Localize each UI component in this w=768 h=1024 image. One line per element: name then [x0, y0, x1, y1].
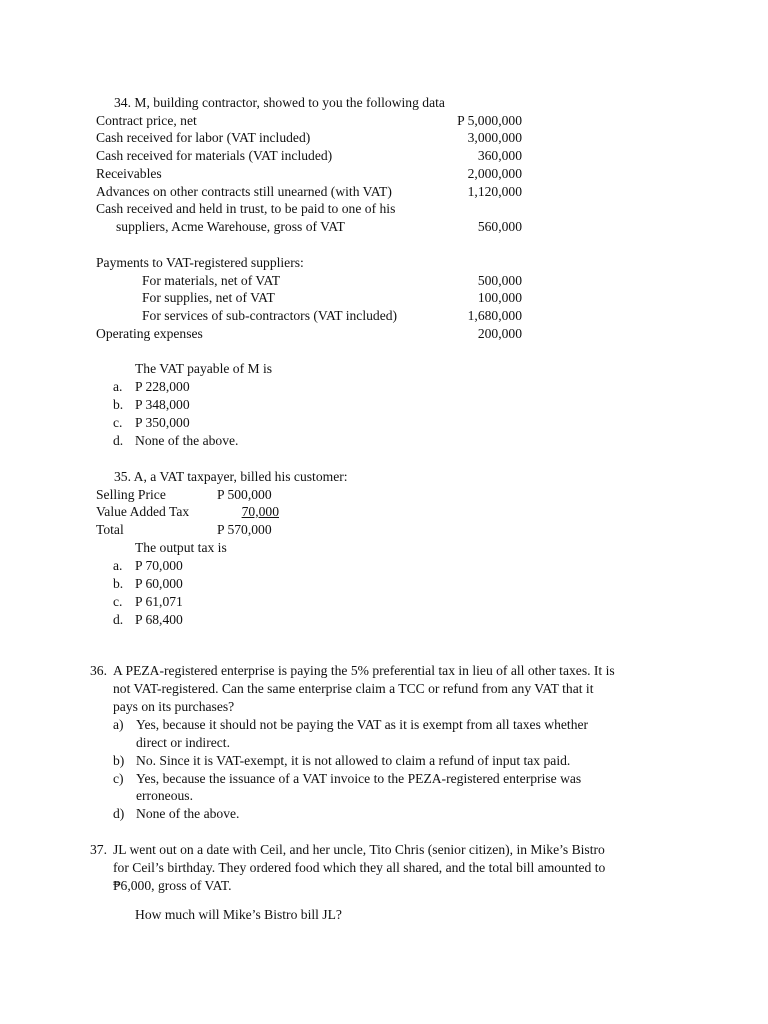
- q35-row-value: P 500,000: [217, 487, 272, 502]
- q36-text-line: A PEZA-registered enterprise is paying the 5% preferential tax in lieu of all other taxes. It is: [113, 663, 615, 678]
- q34-item-label: Cash received and held in trust, to be paid to one of his: [96, 201, 396, 216]
- choice-letter: a): [113, 717, 124, 732]
- q36-text-line: pays on its purchases?: [113, 699, 235, 714]
- q34-item-value: 1,120,000: [467, 184, 522, 199]
- choice-text: P 60,000: [135, 576, 183, 591]
- q37-number: 37.: [90, 842, 107, 857]
- choice-letter: a.: [113, 379, 123, 394]
- choice-letter: c): [113, 771, 124, 786]
- choice-text: direct or indirect.: [136, 735, 230, 750]
- choice-text: P 228,000: [135, 379, 190, 394]
- q35-row-label: Value Added Tax: [96, 504, 190, 519]
- choice-letter: a.: [113, 558, 123, 573]
- choice-letter: b): [113, 753, 125, 768]
- choice-text: P 70,000: [135, 558, 183, 573]
- choice-text: P 68,400: [135, 612, 183, 627]
- q34-payment-value: 1,680,000: [467, 308, 522, 323]
- choice-letter: c.: [113, 415, 123, 430]
- q34-item-label: Cash received for materials (VAT included): [96, 148, 333, 163]
- q35-row-label: Selling Price: [96, 487, 166, 502]
- choice-text: No. Since it is VAT-exempt, it is not allowed to claim a refund of input tax paid.: [136, 753, 571, 768]
- q34-operating-value: 200,000: [477, 326, 522, 341]
- q35-row-label: Total: [96, 522, 124, 537]
- q34-operating-label: Operating expenses: [96, 326, 203, 341]
- choice-letter: d.: [113, 433, 124, 448]
- q37-text-line: ₱6,000, gross of VAT.: [113, 878, 232, 893]
- q34-payment-label: For services of sub-contractors (VAT included): [142, 308, 398, 323]
- choice-text: P 61,071: [135, 594, 183, 609]
- q34-item-value: 2,000,000: [467, 166, 522, 181]
- choice-letter: b.: [113, 397, 124, 412]
- q34-item-label: Contract price, net: [96, 113, 197, 128]
- q37-text-line: for Ceil’s birthday. They ordered food which they all shared, and the total bill amounted to: [113, 860, 606, 875]
- q36-text-line: not VAT-registered. Can the same enterprise claim a TCC or refund from any VAT that it: [113, 681, 594, 696]
- q35-question: The output tax is: [135, 540, 227, 555]
- q34-item-value: 360,000: [477, 148, 522, 163]
- q34-payment-value: 100,000: [477, 290, 522, 305]
- q34-payment-label: For materials, net of VAT: [142, 273, 281, 288]
- q37-question: How much will Mike’s Bistro bill JL?: [135, 907, 342, 922]
- q34-item-value: P 5,000,000: [457, 113, 522, 128]
- q34-item-label: Receivables: [96, 166, 162, 181]
- choice-letter: d.: [113, 612, 124, 627]
- q34-payment-label: For supplies, net of VAT: [142, 290, 275, 305]
- q34-item-value: 560,000: [477, 219, 522, 234]
- choice-text: P 350,000: [135, 415, 190, 430]
- q34-item-label: suppliers, Acme Warehouse, gross of VAT: [116, 219, 345, 234]
- choice-letter: d): [113, 806, 125, 821]
- q35-row-value: 70,000: [241, 504, 279, 519]
- q34-item-label: Cash received for labor (VAT included): [96, 130, 311, 145]
- q34-question: The VAT payable of M is: [135, 361, 273, 376]
- q35-header: 35. A, a VAT taxpayer, billed his customer:: [114, 469, 348, 484]
- q35-row-value: P 570,000: [217, 522, 272, 537]
- q34-item-label: Advances on other contracts still unearned (with VAT): [96, 184, 392, 199]
- choice-text: P 348,000: [135, 397, 190, 412]
- choice-text: Yes, because the issuance of a VAT invoice to the PEZA-registered enterprise was: [136, 771, 582, 786]
- choice-text: Yes, because it should not be paying the VAT as it is exempt from all taxes whether: [136, 717, 589, 732]
- q37-text-line: JL went out on a date with Ceil, and her uncle, Tito Chris (senior citizen), in Mike’s Bistro: [113, 842, 605, 857]
- choice-letter: b.: [113, 576, 124, 591]
- q34-payments-header: Payments to VAT-registered suppliers:: [96, 255, 304, 270]
- choice-text: None of the above.: [135, 433, 239, 448]
- q34-item-value: 3,000,000: [467, 130, 522, 145]
- choice-text: None of the above.: [136, 806, 240, 821]
- q34-header: 34. M, building contractor, showed to you the following data: [114, 95, 445, 110]
- choice-text: erroneous.: [136, 788, 193, 803]
- choice-letter: c.: [113, 594, 123, 609]
- q34-payment-value: 500,000: [477, 273, 522, 288]
- q36-number: 36.: [90, 663, 107, 678]
